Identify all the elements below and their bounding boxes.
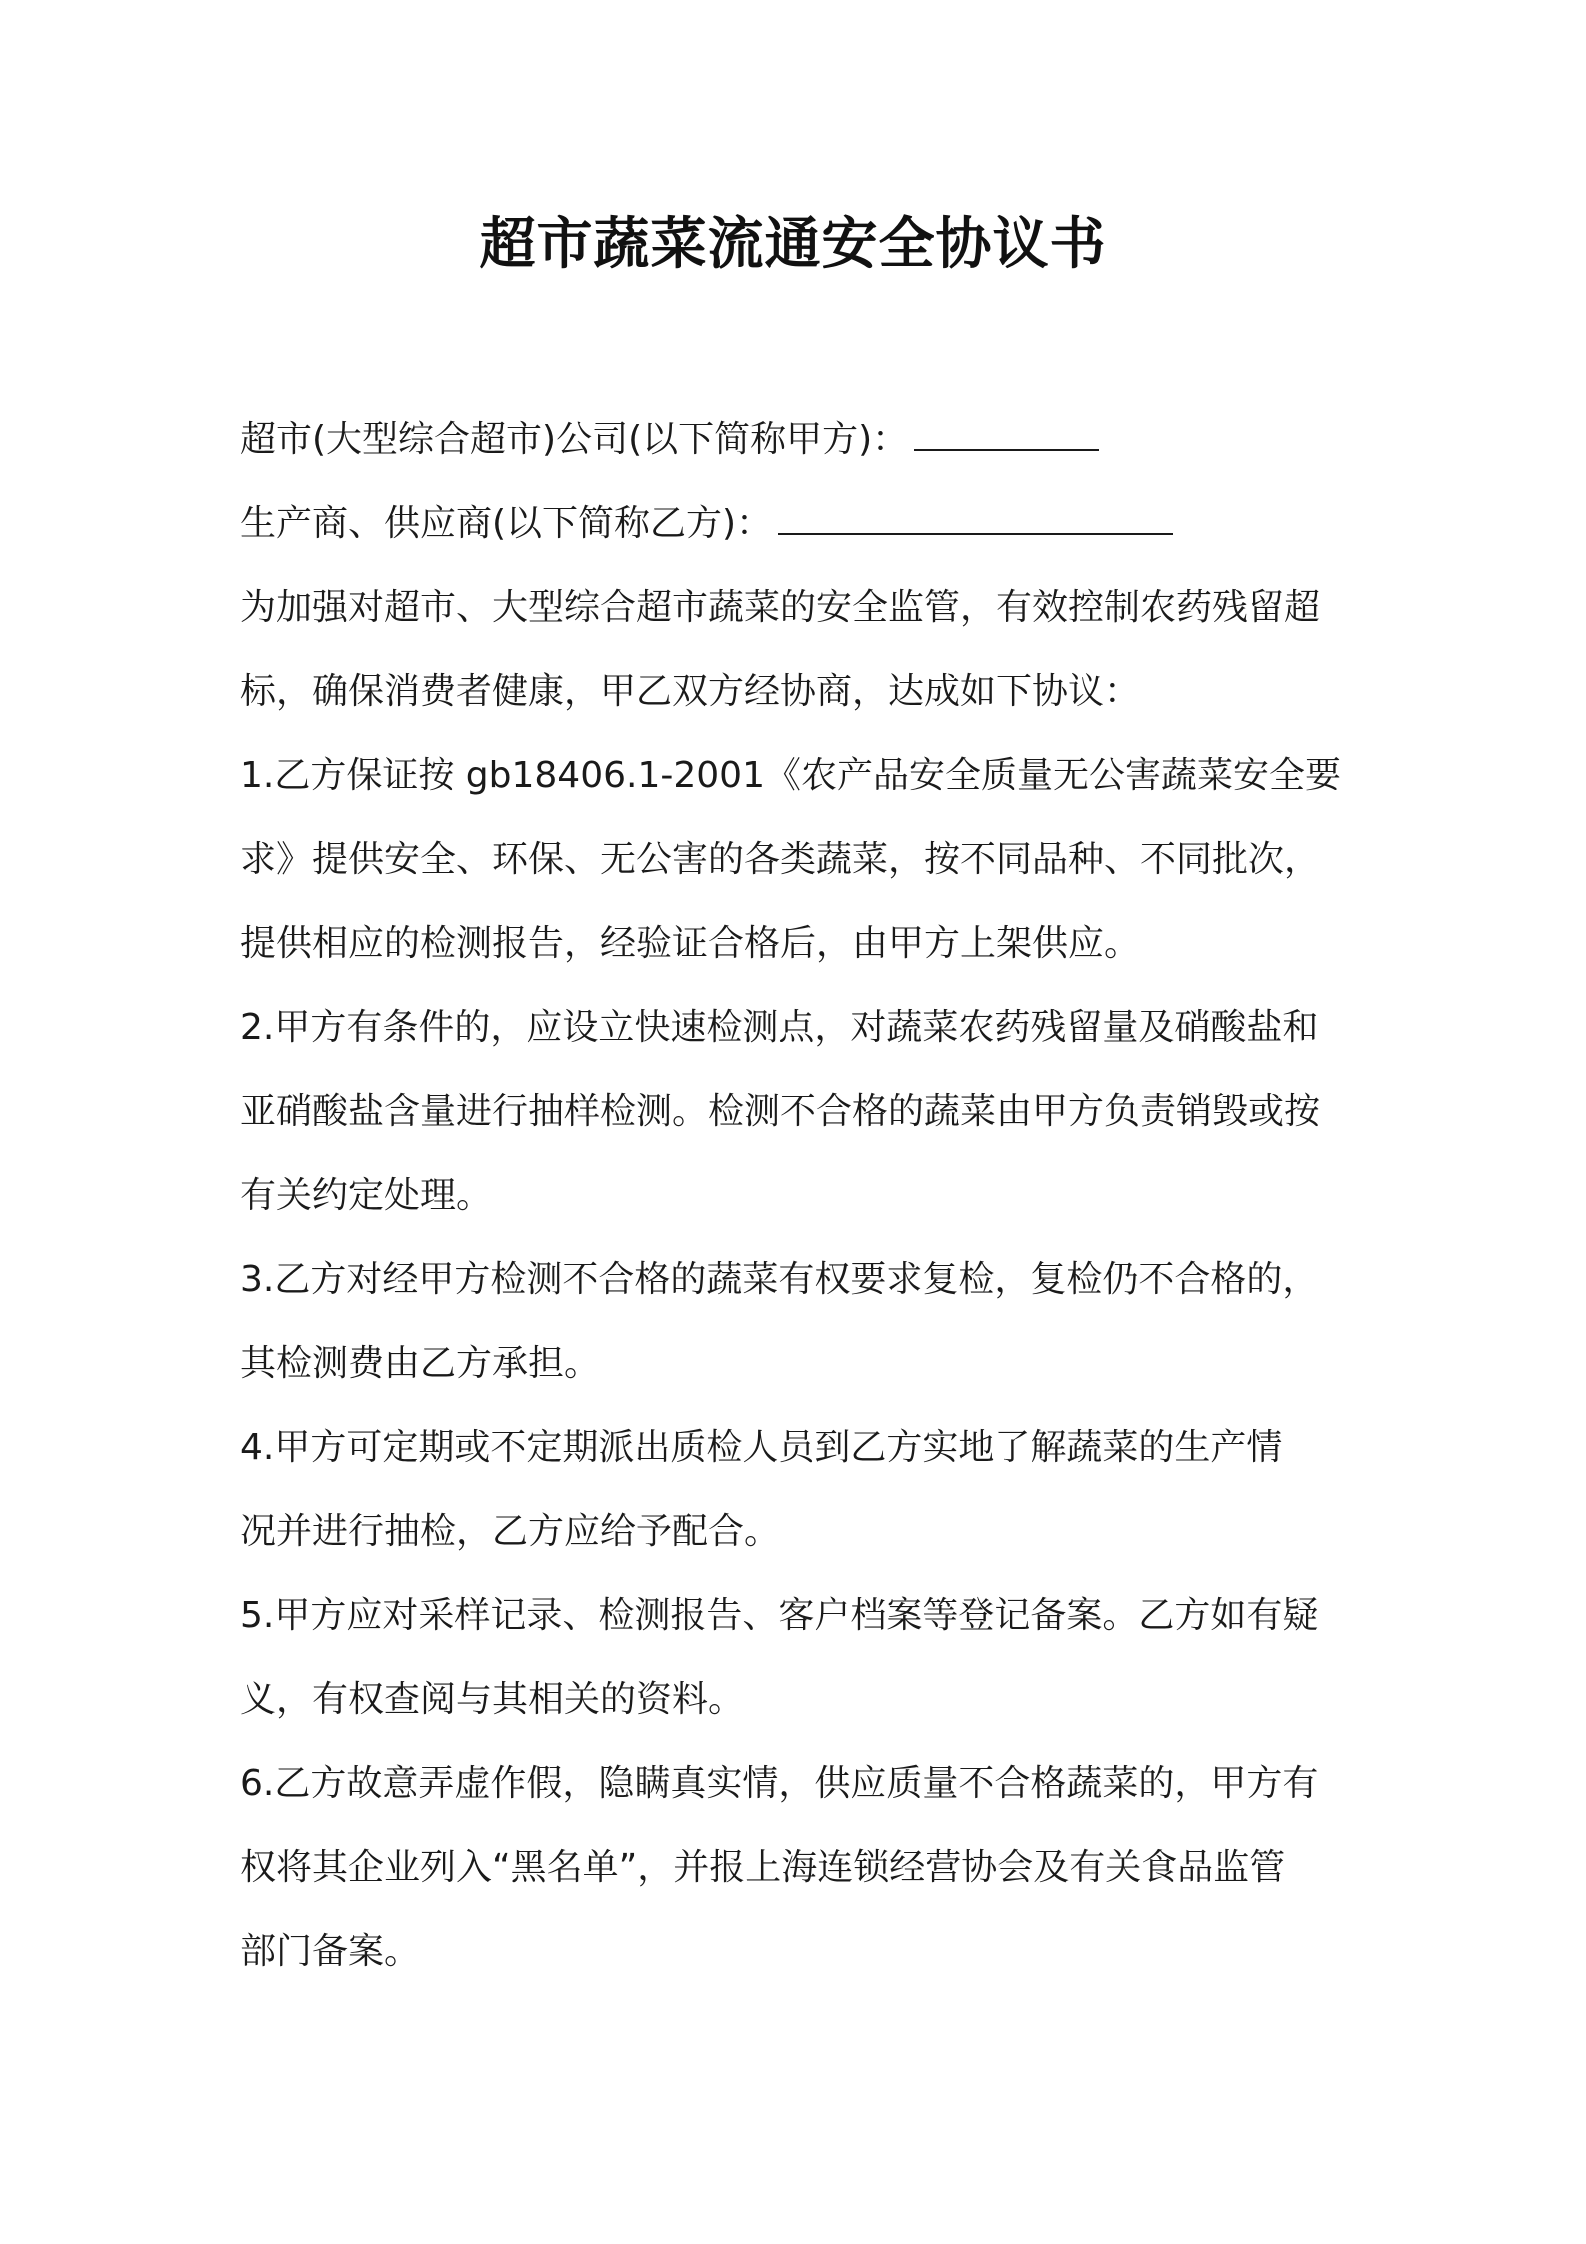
body-line: 2.甲方有条件的，应设立快速检测点，对蔬菜农药残留量及硝酸盐和 — [240, 1007, 1319, 1048]
body-line: 部门备案。 — [240, 1931, 421, 1972]
body-line: 亚硝酸盐含量进行抽样检测。检测不合格的蔬菜由甲方负责销毁或按 — [240, 1091, 1321, 1132]
party-b-label: 生产商、供应商(以下简称乙方)： — [240, 503, 773, 544]
party-a-line — [240, 398, 1360, 482]
body-line: 求》提供安全、环保、无公害的各类蔬菜，按不同品种、不同批次， — [240, 839, 1321, 880]
party-a-blank — [914, 415, 1099, 451]
body-line: 其检测费由乙方承担。 — [240, 1343, 601, 1384]
body-line: 4.甲方可定期或不定期派出质检人员到乙方实地了解蔬菜的生产情 — [240, 1427, 1283, 1468]
body-line: 为加强对超市、大型综合超市蔬菜的安全监管，有效控制农药残留超 — [240, 587, 1321, 628]
body-line: 况并进行抽检，乙方应给予配合。 — [240, 1511, 781, 1552]
party-b-blank — [778, 499, 1173, 535]
body-line: 提供相应的检测报告，经验证合格后，由甲方上架供应。 — [240, 923, 1141, 964]
body-line: 标，确保消费者健康，甲乙双方经协商，达成如下协议： — [240, 671, 1141, 712]
document-body — [240, 398, 1360, 1994]
document-title: 超市蔬菜流通安全协议书 — [479, 212, 1107, 277]
body-line: 6.乙方故意弄虚作假，隐瞒真实情，供应质量不合格蔬菜的，甲方有 — [240, 1763, 1319, 1804]
body-line: 权将其企业列入“黑名单”，并报上海连锁经营协会及有关食品监管 — [240, 1847, 1286, 1888]
party-b-line — [240, 482, 1360, 566]
party-a-label: 超市(大型综合超市)公司(以下简称甲方)： — [240, 419, 909, 460]
body-line: 5.甲方应对采样记录、检测报告、客户档案等登记备案。乙方如有疑 — [240, 1595, 1319, 1636]
body-line: 义，有权查阅与其相关的资料。 — [240, 1679, 745, 1720]
body-line: 有关约定处理。 — [240, 1175, 493, 1216]
body-line: 1.乙方保证按 gb18406.1-2001《农产品安全质量无公害蔬菜安全要 — [240, 755, 1341, 796]
body-line: 3.乙方对经甲方检测不合格的蔬菜有权要求复检，复检仍不合格的， — [240, 1259, 1319, 1300]
